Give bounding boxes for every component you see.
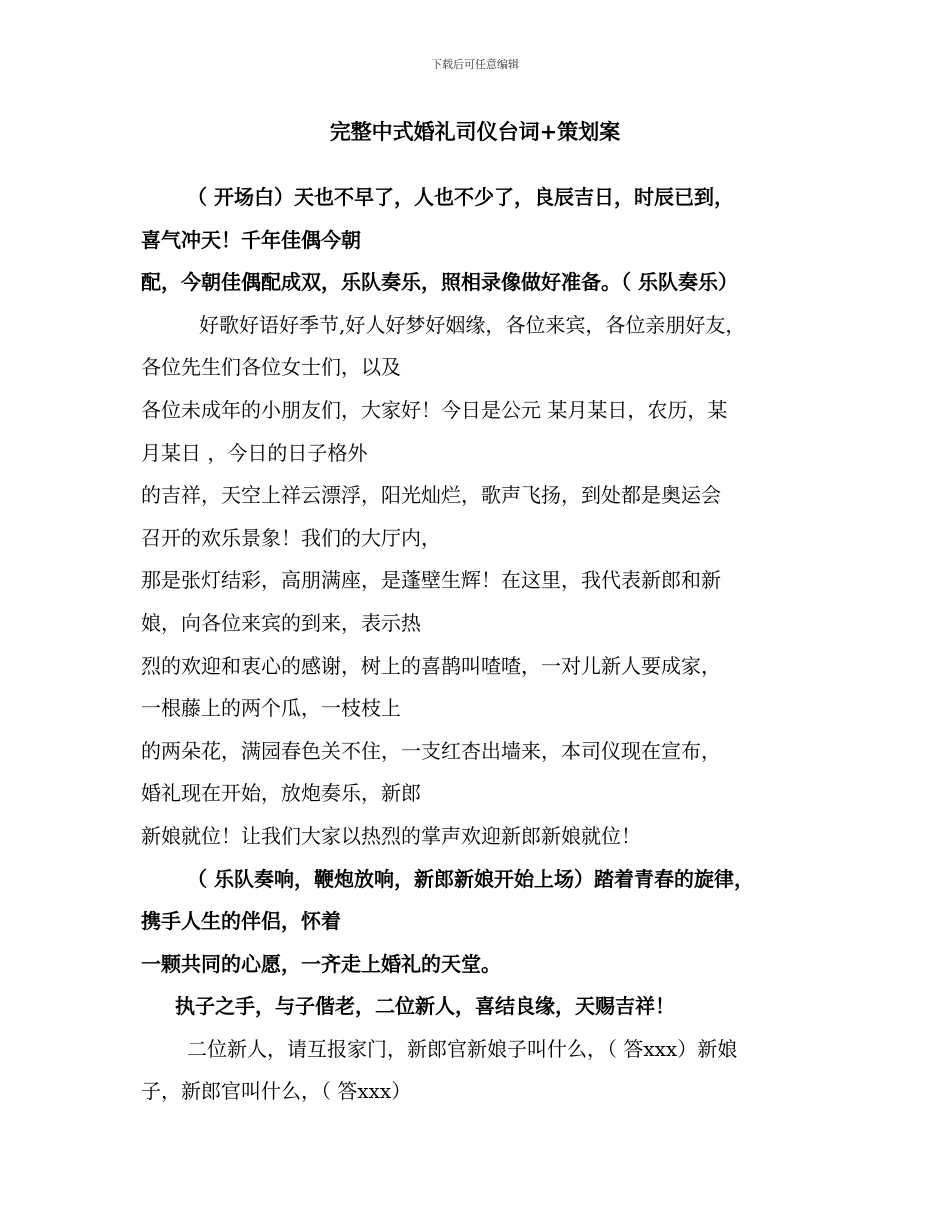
body-line: （ 开场白）天也不早了，人也不少了，良辰吉日，时辰已到， (187, 185, 734, 209)
body-line: 烈的欢迎和衷心的感谢，树上的喜鹊叫喳喳，一对儿新人要成家， (141, 653, 721, 678)
document-body (141, 176, 813, 1113)
body-line: 娘，向各位来宾的到来，表示热 (141, 610, 421, 635)
body-line: 携手人生的伴侣，怀着 (141, 909, 341, 934)
body-line: 执子之手，与子偕老，二位新人，喜结良缘，天赐吉祥！ (175, 994, 675, 1019)
body-line: （ 乐队奏响，鞭炮放响，新郎新娘开始上场）踏着青春的旋律， (187, 866, 754, 891)
body-line: 的吉祥，天空上祥云漂浮，阳光灿烂，歌声飞扬，到处都是奥运会 (141, 483, 721, 508)
body-line: 一根藤上的两个瓜，一枝枝上 (141, 696, 401, 721)
body-line: 一颗共同的心愿，一齐走上婚礼的天堂。 (141, 951, 501, 976)
body-line: 的两朵花，满园春色关不住，一支红杏出墙来，本司仪现在宣布， (141, 738, 721, 763)
body-line: 召开的欢乐景象！我们的大厅内， (141, 525, 441, 550)
page-header: 下载后可任意编辑 (431, 58, 519, 71)
body-line: 子，新郎官叫什么，（ 答xxx） (141, 1079, 412, 1104)
document-title: 完整中式婚礼司仪台词+策划案 (329, 119, 621, 144)
body-line: 新娘就位！让我们大家以热烈的掌声欢迎新郎新娘就位！ (141, 823, 641, 848)
body-line: 各位先生们各位女士们，以及 (141, 355, 401, 380)
body-line: 各位未成年的小朋友们，大家好！今日是公元 某月某日，农历，某 (141, 397, 728, 422)
body-line: 那是张灯结彩，高朋满座，是蓬壁生辉！在这里，我代表新郎和新 (141, 568, 721, 593)
body-line: 二位新人，请互报家门，新郎官新娘子叫什么，（ 答xxx）新娘 (187, 1036, 738, 1061)
body-line: 月某日 ，今日的日子格外 (141, 440, 368, 465)
body-line: 喜气冲天！千年佳偶今朝 (141, 227, 361, 252)
body-line: 好歌好语好季节,好人好梦好姻缘，各位来宾，各位亲朋好友， (199, 312, 746, 337)
body-line: 配，今朝佳偶配成双，乐队奏乐，照相录像做好准备。（ 乐队奏乐） (141, 270, 738, 295)
body-line: 婚礼现在开始，放炮奏乐，新郎 (141, 781, 421, 806)
